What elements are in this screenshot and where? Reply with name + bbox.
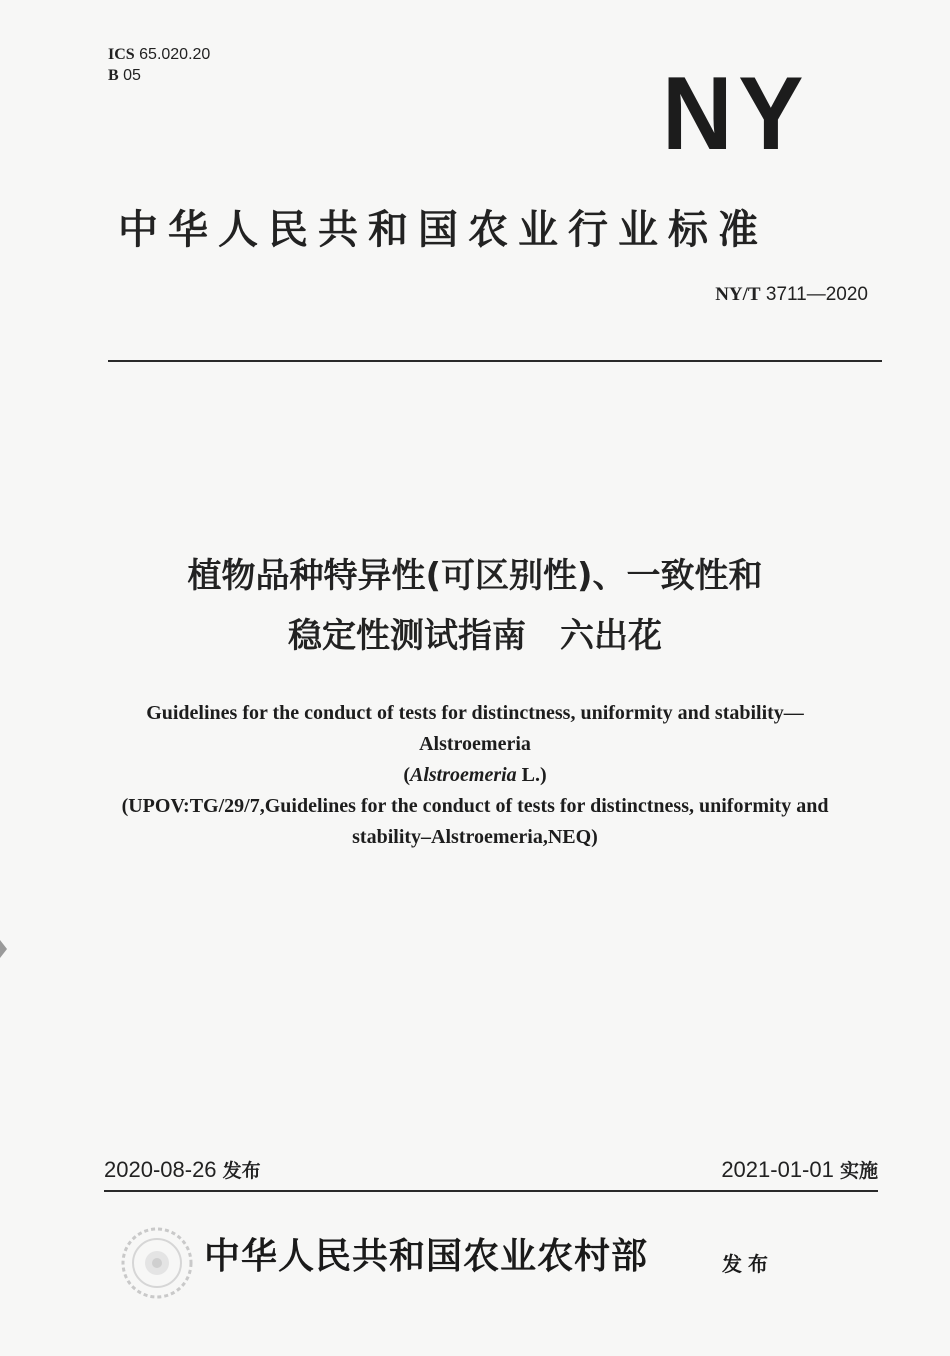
scientific-name-line: (Alstroemeria L.) — [403, 764, 547, 786]
top-divider — [108, 360, 882, 362]
ics-label: ICS — [108, 46, 135, 63]
issue-date-suffix: 发布 — [222, 1160, 261, 1182]
ics-block — [108, 44, 210, 86]
chinese-title — [0, 546, 950, 666]
effective-date-block — [721, 1156, 878, 1183]
standard-prefix: NY/T — [715, 284, 761, 305]
reference-line1: (UPOV:TG/29/7,Guidelines for the conduct of tests for distinctness, uniformity and — [121, 795, 829, 817]
standard-code: 3711—2020 — [765, 284, 868, 305]
scientific-name: Alstroemeria — [409, 764, 517, 786]
english-title-line1: Guidelines for the conduct of tests for distinctness, uniformity and stability— — [146, 702, 804, 724]
effective-date: 2021-01-01 — [721, 1157, 834, 1182]
scientific-author: L. — [521, 764, 540, 786]
issuer-name: 中华人民共和国农业农村部 — [204, 1235, 649, 1277]
class-line — [108, 65, 210, 86]
bottom-divider — [104, 1190, 878, 1192]
english-title — [0, 698, 950, 853]
issuer-action: 发布 — [722, 1252, 774, 1276]
issue-date-block — [104, 1156, 261, 1183]
issue-date: 2020-08-26 — [104, 1157, 217, 1182]
ministry-seal-icon — [118, 1224, 196, 1302]
chinese-title-line1: 植物品种特异性(可区别性)、一致性和 — [187, 556, 763, 596]
english-title-line2: Alstroemeria — [419, 733, 531, 755]
reference-line2: stability–Alstroemeria,NEQ) — [352, 826, 598, 848]
scan-mark-icon — [0, 940, 8, 958]
ics-code: 65.020.20 — [139, 46, 211, 63]
chinese-title-line2: 稳定性测试指南 六出花 — [288, 616, 662, 656]
org-title: 中华人民共和国农业行业标准 — [118, 207, 768, 253]
effective-date-suffix: 实施 — [839, 1160, 878, 1182]
class-code: 05 — [123, 67, 141, 84]
standard-number — [715, 284, 868, 306]
ny-logo: NY — [662, 56, 810, 172]
ics-line — [108, 44, 210, 65]
class-label: B — [108, 67, 119, 84]
